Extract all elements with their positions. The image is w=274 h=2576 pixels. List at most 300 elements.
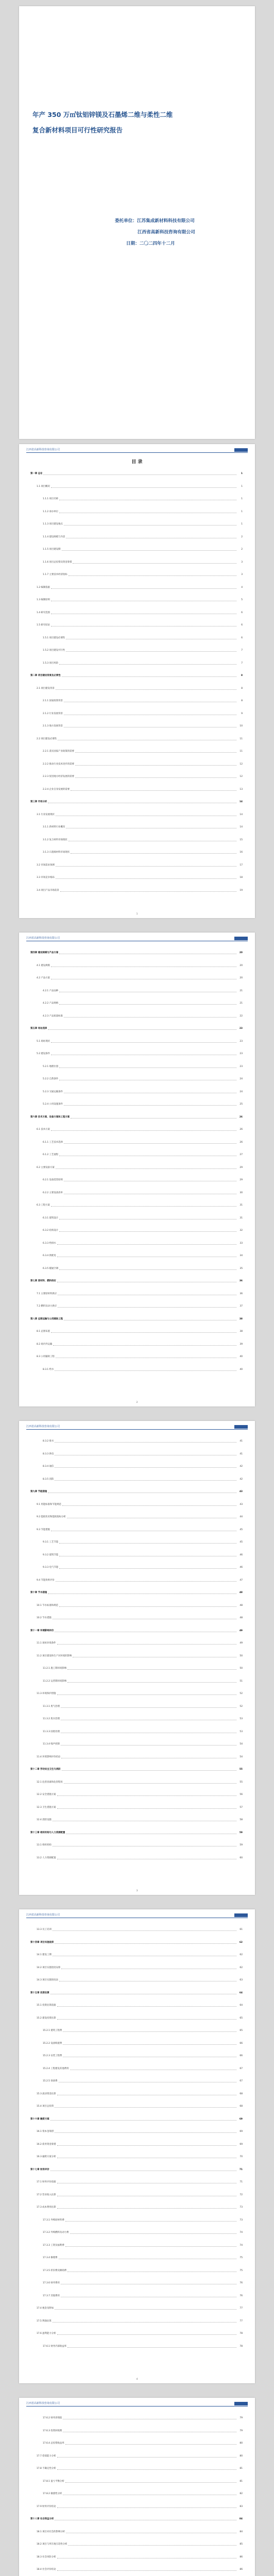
toc-entry-title: 7.1 主要原材料供应 [37,1292,57,1295]
toc-entry-page: 11 [239,750,243,753]
toc-entry[interactable] [30,2192,243,2198]
toc-entry[interactable] [30,2567,243,2573]
toc-leader-dots [59,1228,236,1232]
toc-entry[interactable] [30,635,243,641]
toc-entry[interactable] [30,1590,243,1596]
toc-entry-title: 14.2 项目实施进度安排 [37,1966,61,1969]
toc-entry-title: 2.1.2 行业发展背景 [43,712,63,715]
toc-entry-page: 12 [239,762,243,766]
toc-entry[interactable] [30,1640,243,1647]
toc-entry-title: 6.3.1 建筑设计 [43,1216,59,1219]
toc-entry-title: 11.3.3 固废处理 [43,1730,60,1733]
toc-entry[interactable] [30,1026,243,1032]
toc-entry-page: 67 [239,2067,243,2070]
toc-entry-title: 6.3.2 结构设计 [43,1229,59,1232]
toc-entry[interactable] [30,2554,243,2561]
toc-entry[interactable] [30,2078,243,2084]
toc-entry[interactable] [30,2230,243,2236]
toc-entry[interactable] [30,1489,243,1495]
toc-leader-dots [64,1780,236,1784]
toc-entry[interactable] [30,2179,243,2185]
toc-entry[interactable] [30,2041,243,2047]
toc-entry-title: 1.4 研究范围 [37,611,50,614]
toc-entry-title: 14.3 项目实施进度表 [37,1979,58,1981]
toc-entry[interactable] [30,988,243,994]
toc-entry[interactable] [30,1704,243,1710]
toc-entry-title: 17.3 成本费用估算 [37,2206,56,2209]
toc-entry[interactable] [30,1215,243,1222]
toc-leader-dots [50,2167,236,2171]
toc-page [19,1421,255,1895]
toc-leader-dots [53,2318,236,2323]
toc-entry[interactable] [30,1076,243,1082]
toc-entry[interactable] [30,1539,243,1546]
toc-entry-page: 63 [239,1979,243,1981]
toc-entry[interactable] [30,1190,243,1196]
toc-entry[interactable] [30,2104,243,2110]
toc-entry-page: 34 [239,1255,243,1257]
toc-entry[interactable] [30,1177,243,1183]
toc-entry[interactable] [30,787,243,793]
toc-title: 目 录 [131,460,143,465]
toc-entry-page: 51 [239,1680,243,1683]
toc-entry[interactable] [30,837,243,843]
toc-entry-title: 第十一章 环境影响评价 [30,1629,54,1632]
toc-entry[interactable] [30,888,243,894]
toc-entry-page: 13 [239,788,243,791]
toc-entry[interactable] [30,622,243,629]
toc-entry-title: 第九章 节能措施 [30,1490,47,1493]
toc-entry[interactable] [30,1653,243,1659]
toc-entry[interactable] [30,862,243,869]
toc-entry-page: 1 [241,523,243,526]
running-header-company: 江西省高新科技咨询有限公司 [26,1425,60,1428]
toc-entry-title: 17.1 财务评价依据 [37,2181,56,2183]
toc-entry-page: 84 [239,2518,243,2520]
toc-entry[interactable] [30,1666,243,1672]
toc-entry-page: 60 [239,1856,243,1859]
toc-entry-page: 80 [239,2454,243,2458]
toc-entry[interactable] [30,749,243,755]
toc-entry[interactable] [30,2529,243,2535]
toc-entry-page: 26 [239,1115,243,1118]
toc-entry-title: 16.2 债务资金筹措 [37,2143,56,2146]
toc-entry[interactable] [30,1754,243,1760]
toc-entry[interactable] [30,534,243,540]
toc-entry[interactable] [30,1051,243,1057]
toc-entry-title: 17.3.1 外购原材料费 [43,2218,64,2222]
toc-entry-title: 2.1.1 国家政策背景 [43,700,63,702]
toc-entry-page: 27 [239,1154,243,1156]
toc-entry[interactable] [30,799,243,805]
toc-entry-title: 第十章 节水措施 [30,1591,47,1594]
toc-entry-title: 12.4 消防设施 [37,1819,52,1821]
toc-entry-page: 68 [239,2092,243,2095]
toc-entry[interactable] [30,1101,243,1108]
toc-entry-page: 57 [239,1806,243,1809]
toc-entry[interactable] [30,1202,243,1209]
toc-leader-dots [71,787,236,791]
commissioning-unit-name: 江苏集成新材料科技有限公司 [136,218,195,224]
toc-leader-dots [57,2142,236,2146]
toc-entry-page: 50 [239,1667,243,1670]
toc-entry[interactable] [30,1552,243,1558]
toc-entry-title: 17.3.7 其他费用 [43,2294,60,2297]
toc-entry[interactable] [30,2428,243,2434]
toc-leader-dots [53,1817,236,1821]
toc-entry[interactable] [30,2091,243,2097]
running-header-company: 江西省高新科技咨询有限公司 [26,1913,60,1917]
toc-leader-dots [66,648,236,652]
toc-entry[interactable] [30,1628,243,1634]
toc-entry[interactable] [30,1303,243,1310]
toc-entry-page: 71 [239,2168,243,2171]
running-header-company: 江西省高新科技咨询有限公司 [26,937,60,940]
toc-entry-page: 20 [239,952,243,954]
toc-leader-dots [53,1842,236,1846]
toc-entry-title: 6.1 技术方案 [37,1128,50,1131]
toc-entry[interactable] [30,1990,243,1996]
toc-leader-dots [59,1001,236,1005]
toc-leader-dots [57,1792,236,1796]
toc-entry[interactable] [30,521,243,528]
toc-entry[interactable] [30,2205,243,2211]
toc-leader-dots [61,2280,236,2284]
toc-page [19,1909,255,2383]
page-number: 4 [136,2378,138,2381]
toc-leader-dots [70,2066,237,2070]
toc-entry-title: 11.3.4 噪声控制 [43,1743,60,1745]
toc-entry-page: 26 [239,1141,243,1144]
toc-leader-dots [61,1741,236,1745]
toc-entry-title: 18.4 社会评价结论 [37,2568,56,2571]
toc-entry[interactable] [30,812,243,818]
header-logo-block [234,937,248,940]
toc-leader-dots [56,1578,236,1582]
toc-entry[interactable] [30,2243,243,2249]
toc-entry-page: 64 [239,1991,243,1994]
toc-entry[interactable] [30,1152,243,1158]
toc-entry[interactable] [30,1830,243,1836]
toc-entry[interactable] [30,572,243,578]
toc-entry[interactable] [30,509,243,515]
toc-entry[interactable] [30,2280,243,2286]
toc-entry-title: 9.1 用能标准和节能规范 [37,1503,61,1506]
toc-leader-dots [70,2230,237,2234]
toc-entry-title: 5.2.4 公用设施条件 [43,1103,63,1106]
toc-entry[interactable] [30,2217,243,2224]
toc-entry[interactable] [30,1464,243,1470]
toc-entry[interactable] [30,1342,243,1348]
toc-entry[interactable] [30,2541,243,2548]
toc-entry[interactable] [30,1603,243,1609]
toc-entry-page: 38 [239,1317,243,1320]
toc-entry[interactable] [30,2479,243,2485]
toc-entry[interactable] [30,610,243,616]
toc-entry-page: 62 [239,1954,243,1956]
toc-entry[interactable] [30,585,243,591]
toc-entry-page: 26 [239,1128,243,1131]
toc-entry[interactable] [30,1039,243,1045]
toc-entry[interactable] [30,774,243,780]
toc-entry[interactable] [30,2491,243,2497]
toc-entry[interactable] [30,1064,243,1070]
toc-entry-page: 23 [239,1065,243,1068]
toc-entry[interactable] [30,1855,243,1861]
toc-entry[interactable] [30,1805,243,1811]
page-number: 3 [136,1890,138,1892]
toc-entry[interactable] [30,2015,243,2022]
toc-entry[interactable] [30,1965,243,1971]
toc-entry[interactable] [30,2028,243,2034]
toc-entry[interactable] [30,496,243,502]
toc-entry[interactable] [30,1691,243,1697]
toc-entry-title: 17.9 财务评价结论 [37,2505,56,2508]
toc-leader-dots [64,711,236,715]
toc-entry-page: 19 [239,889,243,892]
toc-entry[interactable] [30,1578,243,1584]
toc-entry[interactable] [30,686,243,692]
toc-entry[interactable] [30,963,243,969]
toc-entry-page: 12 [239,775,243,778]
toc-entry-page: 3 [241,561,243,564]
toc-entry[interactable] [30,1940,243,1946]
toc-entry[interactable] [30,1477,243,1483]
toc-entry[interactable] [30,1278,243,1284]
toc-entry-page: 78 [239,2345,243,2348]
toc-entry[interactable] [30,1367,243,1373]
toc-entry[interactable] [30,2441,243,2447]
toc-entry[interactable] [30,2504,243,2510]
toc-entry[interactable] [30,2466,243,2472]
toc-entry[interactable] [30,975,243,981]
toc-entry-title: 第七章 原材料、燃料供应 [30,1280,56,1282]
toc-entry[interactable] [30,1114,243,1121]
toc-entry[interactable] [30,560,243,566]
toc-entry-page: 79 [239,2417,243,2419]
toc-entry[interactable] [30,1329,243,1335]
toc-leader-dots [57,1805,236,1809]
toc-entry[interactable] [30,673,243,679]
toc-entry-title: 13.2 人力资源配置 [37,1856,56,1859]
toc-leader-dots [59,2255,236,2259]
toc-entry[interactable] [30,1615,243,1621]
toc-entry[interactable] [30,1514,243,1520]
toc-leader-dots [53,1927,236,1931]
toc-entry-title: 1.1.4 建设规模与内容 [43,535,65,538]
toc-entry-title: 4.2.3 产品质量标准 [43,1014,63,1018]
toc-leader-dots [61,1704,236,1708]
toc-entry[interactable] [30,660,243,667]
toc-entry[interactable] [30,1741,243,1748]
toc-entry[interactable] [30,698,243,704]
toc-entry[interactable] [30,1451,243,1458]
toc-entry[interactable] [30,2154,243,2160]
toc-entry[interactable] [30,1502,243,1508]
toc-leader-dots [48,1026,236,1030]
toc-page [19,933,255,1406]
toc-entry[interactable] [30,1316,243,1323]
toc-entry[interactable] [30,1241,243,1247]
toc-entry[interactable] [30,1291,243,1297]
toc-entry-title: 1.5.2 项目建设可行性 [43,649,65,652]
toc-entry-page: 75 [239,2269,243,2272]
toc-entry[interactable] [30,736,243,742]
toc-leader-dots [57,2453,236,2458]
toc-entry-title: 6.2.1 设备选型原则 [43,1179,63,1181]
toc-entry[interactable] [30,2293,243,2299]
toc-entry[interactable] [30,1001,243,1007]
toc-entry-page: 30 [239,1191,243,1194]
toc-entry[interactable] [30,1127,243,1133]
toc-leader-dots [59,509,236,513]
toc-leader-dots [67,1666,236,1670]
toc-entry[interactable] [30,1228,243,1234]
toc-leader-dots [66,534,236,538]
toc-entry-title: 6.2 主要设备方案 [37,1166,55,1169]
toc-leader-dots [57,2015,236,2020]
toc-entry[interactable] [30,875,243,881]
toc-entry[interactable] [30,1565,243,1571]
toc-entry-page: 14 [239,801,243,803]
toc-entry[interactable] [30,2255,243,2261]
toc-entry-title: 8.3.2 排水 [43,1440,54,1443]
running-header-company: 江西省高新科技咨询有限公司 [26,448,60,451]
toc-entry[interactable] [30,723,243,730]
toc-leader-dots [53,1342,236,1346]
toc-leader-dots [66,1830,236,1834]
toc-entry[interactable] [30,1729,243,1735]
toc-leader-dots [59,1977,236,1981]
toc-entry[interactable] [30,1089,243,1095]
toc-entry-page: 86 [239,2555,243,2558]
toc-entry-title: 2.2.3 促进地方经济发展的需要 [43,775,74,778]
toc-entry[interactable] [30,1817,243,1823]
toc-entry-title: 17.6.2 财务净现值 [43,2417,62,2419]
toc-leader-dots [55,1464,236,1468]
toc-entry-page: 76 [239,2282,243,2284]
toc-entry[interactable] [30,1438,243,1445]
toc-entry[interactable] [30,1140,243,1146]
toc-entry[interactable] [30,711,243,717]
toc-entry-page: 6 [241,624,243,626]
toc-entry[interactable] [30,1527,243,1533]
toc-entry-title: 9.3.1 工艺节能 [43,1541,59,1544]
toc-entry[interactable] [30,597,243,603]
toc-entry-page: 73 [239,2218,243,2222]
toc-entry[interactable] [30,1253,243,1259]
toc-entry[interactable] [30,1842,243,1849]
toc-entry[interactable] [30,1780,243,1786]
toc-entry-page: 54 [239,1755,243,1758]
toc-entry[interactable] [30,850,243,856]
toc-entry[interactable] [30,2167,243,2173]
toc-entry[interactable] [30,1266,243,1272]
toc-entry-page: 36 [239,1292,243,1295]
toc-leader-dots [58,736,236,740]
toc-entry-title: 15.4 项目总投资 [37,2105,54,2108]
toc-entry[interactable] [30,471,243,477]
toc-leader-dots [59,1076,236,1080]
toc-entry[interactable] [30,2268,243,2274]
toc-entry-title: 7.2 燃料及动力供应 [37,1305,57,1308]
toc-leader-dots [75,761,236,766]
toc-entry[interactable] [30,2344,243,2350]
toc-entry-page: 16 [239,851,243,854]
toc-entry[interactable] [30,2415,243,2421]
toc-entry-title: 15.2.3 安装工程费 [43,2055,62,2057]
toc-entry[interactable] [30,1767,243,1773]
toc-entry-page: 7 [241,662,243,665]
toc-entry-title: 14.1 建设工期 [37,1954,52,1956]
toc-entry[interactable] [30,2306,243,2312]
toc-entry[interactable] [30,2066,243,2072]
toc-entry[interactable] [30,1927,243,1933]
toc-entry-title: 6.3 工程方案 [37,1204,50,1207]
toc-leader-dots [57,2154,236,2158]
toc-entry[interactable] [30,1792,243,1798]
toc-leader-dots [56,812,236,816]
toc-entry[interactable] [30,1354,243,1360]
toc-entry[interactable] [30,2331,243,2337]
running-header [26,937,248,941]
toc-entry-page: 1 [241,485,243,488]
toc-leader-dots [56,875,236,879]
toc-entry[interactable] [30,761,243,768]
toc-entry[interactable] [30,2318,243,2325]
toc-entry-title: 17.6.3 投资回收期 [43,2429,62,2432]
toc-leader-dots [57,1691,236,1695]
toc-entry[interactable] [30,648,243,654]
toc-entry-page: 64 [239,2004,243,2007]
toc-entry[interactable] [30,2003,243,2009]
toc-leader-dots [64,698,236,702]
toc-entry[interactable] [30,2516,243,2522]
toc-entry[interactable] [30,950,243,956]
toc-entry-title: 15.2.1 建筑工程费 [43,2029,62,2032]
toc-leader-dots [68,2541,236,2546]
toc-entry-page: 1 [241,510,243,513]
toc-leader-dots [59,1565,236,1569]
toc-entry[interactable] [30,2453,243,2460]
toc-entry-page: 58 [239,1819,243,1821]
toc-entry[interactable] [30,2129,243,2135]
toc-leader-dots [57,2179,236,2183]
toc-entry[interactable] [30,824,243,831]
toc-entry[interactable] [30,484,243,490]
toc-entry[interactable] [30,2053,243,2059]
toc-entry[interactable] [30,2116,243,2123]
toc-entry[interactable] [30,1977,243,1984]
toc-entry-page: 10 [239,725,243,727]
toc-entry-title: 5.2 建设条件 [37,1053,50,1055]
toc-entry[interactable] [30,1679,243,1685]
cover-page [19,6,255,439]
toc-entry[interactable] [30,1716,243,1722]
toc-entry[interactable] [30,1952,243,1958]
toc-leader-dots [55,2104,236,2108]
toc-entry-page: 21 [239,1002,243,1005]
toc-entry[interactable] [30,1165,243,1171]
toc-entry-title: 11.3.2 废水治理 [43,1718,60,1720]
toc-entry-page: 48 [239,1604,243,1607]
toc-entry-page: 81 [239,2467,243,2470]
toc-entry[interactable] [30,547,243,553]
toc-entry[interactable] [30,1013,243,1020]
toc-entry-page: 69 [239,2130,243,2133]
toc-entry-title: 17.3.6 财务费用 [43,2282,60,2284]
toc-entry[interactable] [30,2142,243,2148]
